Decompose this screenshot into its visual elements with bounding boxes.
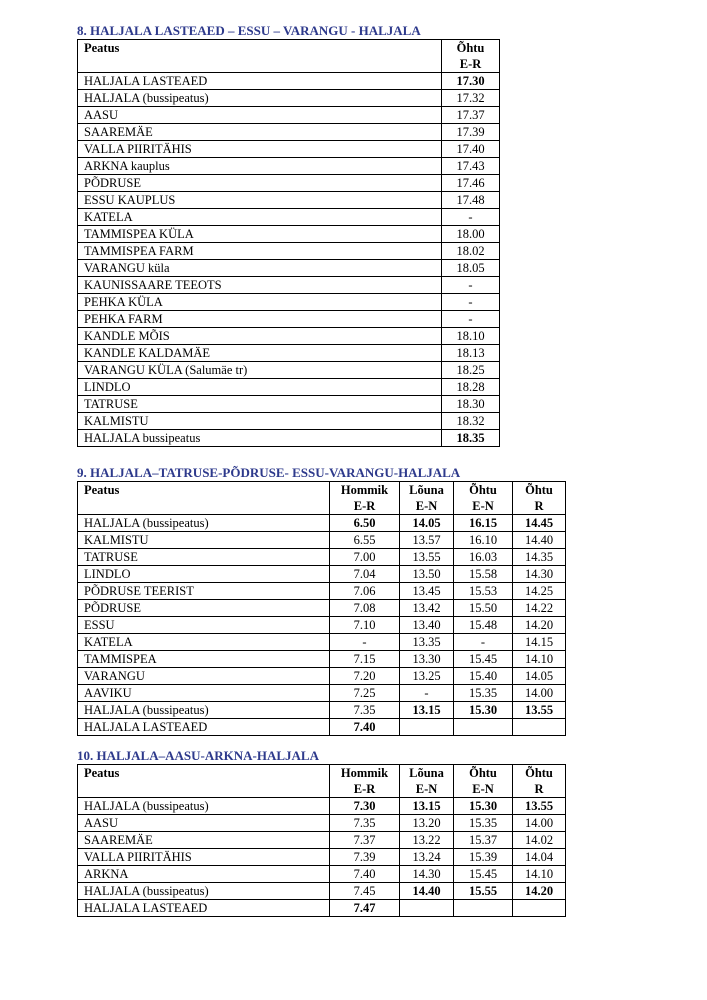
stop-name: SAAREMÄE bbox=[78, 832, 330, 849]
departure-time: 17.43 bbox=[442, 158, 500, 175]
departure-time: 6.50 bbox=[330, 515, 400, 532]
header-row bbox=[78, 40, 500, 73]
table-row bbox=[78, 719, 566, 736]
departure-time: 15.48 bbox=[454, 617, 513, 634]
departure-time: 14.15 bbox=[513, 634, 566, 651]
departure-time: 17.48 bbox=[442, 192, 500, 209]
departure-time: 15.45 bbox=[454, 866, 513, 883]
departure-time: 15.35 bbox=[454, 815, 513, 832]
column-header-midday bbox=[400, 765, 454, 798]
header-row bbox=[78, 765, 566, 798]
departure-time: 18.05 bbox=[442, 260, 500, 277]
table-row bbox=[78, 515, 566, 532]
departure-time: 7.10 bbox=[330, 617, 400, 634]
departure-time: 17.46 bbox=[442, 175, 500, 192]
stop-name: LINDLO bbox=[78, 566, 330, 583]
departure-time: - bbox=[442, 277, 500, 294]
stop-name: HALJALA LASTEAED bbox=[78, 900, 330, 917]
departure-time: 14.05 bbox=[400, 515, 454, 532]
departure-time: 18.25 bbox=[442, 362, 500, 379]
departure-time: 15.35 bbox=[454, 685, 513, 702]
table-row bbox=[78, 141, 500, 158]
table-row bbox=[78, 396, 500, 413]
departure-time: - bbox=[442, 294, 500, 311]
table-row bbox=[78, 311, 500, 328]
departure-time: 13.24 bbox=[400, 849, 454, 866]
departure-time: 7.37 bbox=[330, 832, 400, 849]
stop-name: ESSU KAUPLUS bbox=[78, 192, 442, 209]
column-period: Õhtu bbox=[469, 483, 497, 497]
table-row bbox=[78, 849, 566, 866]
column-days: E-N bbox=[415, 499, 438, 513]
stop-name: PEHKA KÜLA bbox=[78, 294, 442, 311]
stop-column-header: Peatus bbox=[78, 765, 330, 798]
stop-name: KANDLE KALDAMÄE bbox=[78, 345, 442, 362]
table-row bbox=[78, 583, 566, 600]
timetable bbox=[77, 764, 566, 917]
departure-time: 16.10 bbox=[454, 532, 513, 549]
stop-name: TATRUSE bbox=[78, 549, 330, 566]
stop-name: KAUNISSAARE TEEOTS bbox=[78, 277, 442, 294]
departure-time: 14.10 bbox=[513, 651, 566, 668]
table-row bbox=[78, 883, 566, 900]
departure-time: 13.22 bbox=[400, 832, 454, 849]
departure-time: 7.25 bbox=[330, 685, 400, 702]
departure-time: 18.35 bbox=[442, 430, 500, 447]
stop-column-header: Peatus bbox=[78, 482, 330, 515]
departure-time: 14.20 bbox=[513, 617, 566, 634]
departure-time: 7.15 bbox=[330, 651, 400, 668]
stop-name: LINDLO bbox=[78, 379, 442, 396]
table-row bbox=[78, 600, 566, 617]
stop-name: VARANGU küla bbox=[78, 260, 442, 277]
departure-time: 14.00 bbox=[513, 685, 566, 702]
departure-time: 15.58 bbox=[454, 566, 513, 583]
departure-time: 15.30 bbox=[454, 798, 513, 815]
table-row bbox=[78, 566, 566, 583]
table-row bbox=[78, 379, 500, 396]
table-row bbox=[78, 107, 500, 124]
stop-name: TATRUSE bbox=[78, 396, 442, 413]
table-row bbox=[78, 549, 566, 566]
departure-time: 14.00 bbox=[513, 815, 566, 832]
section-title: 10. HALJALA–AASU-ARKNA-HALJALA bbox=[77, 748, 319, 763]
departure-time: 13.20 bbox=[400, 815, 454, 832]
stop-name: AASU bbox=[78, 815, 330, 832]
departure-time: 18.28 bbox=[442, 379, 500, 396]
departure-time: 15.53 bbox=[454, 583, 513, 600]
column-header-evening-fri bbox=[513, 765, 566, 798]
stop-name: ARKNA kauplus bbox=[78, 158, 442, 175]
departure-time: 15.45 bbox=[454, 651, 513, 668]
table-row bbox=[78, 866, 566, 883]
departure-time: 16.03 bbox=[454, 549, 513, 566]
departure-time: 13.15 bbox=[400, 798, 454, 815]
column-header-evening bbox=[442, 40, 500, 73]
departure-time: 15.40 bbox=[454, 668, 513, 685]
table-row bbox=[78, 209, 500, 226]
column-period: Hommik bbox=[340, 766, 389, 780]
column-days: E-R bbox=[459, 57, 482, 71]
departure-time: 14.25 bbox=[513, 583, 566, 600]
column-period: Õhtu bbox=[525, 483, 553, 497]
table-row bbox=[78, 260, 500, 277]
stop-name: HALJALA (bussipeatus) bbox=[78, 798, 330, 815]
stop-name: KANDLE MÕIS bbox=[78, 328, 442, 345]
departure-time: 7.30 bbox=[330, 798, 400, 815]
departure-time: 14.45 bbox=[513, 515, 566, 532]
table-row bbox=[78, 815, 566, 832]
stop-name: PÕDRUSE bbox=[78, 175, 442, 192]
departure-time: 13.55 bbox=[513, 798, 566, 815]
departure-time: 14.35 bbox=[513, 549, 566, 566]
departure-time: 14.22 bbox=[513, 600, 566, 617]
departure-time: - bbox=[442, 311, 500, 328]
column-days: R bbox=[534, 782, 544, 796]
departure-time: 7.08 bbox=[330, 600, 400, 617]
departure-time: 13.55 bbox=[513, 702, 566, 719]
timetable-section-9 bbox=[77, 465, 566, 736]
stop-name: TAMMISPEA FARM bbox=[78, 243, 442, 260]
departure-time: 18.13 bbox=[442, 345, 500, 362]
departure-time: 15.50 bbox=[454, 600, 513, 617]
stop-name: SAAREMÄE bbox=[78, 124, 442, 141]
column-header-morning bbox=[330, 482, 400, 515]
column-days: E-R bbox=[353, 499, 376, 513]
departure-time: 13.15 bbox=[400, 702, 454, 719]
table-row bbox=[78, 430, 500, 447]
table-row bbox=[78, 668, 566, 685]
departure-time: 7.40 bbox=[330, 719, 400, 736]
table-row bbox=[78, 685, 566, 702]
departure-time: 13.50 bbox=[400, 566, 454, 583]
table-row bbox=[78, 702, 566, 719]
table-row bbox=[78, 634, 566, 651]
departure-time: 13.42 bbox=[400, 600, 454, 617]
stop-name: AAVIKU bbox=[78, 685, 330, 702]
departure-time: - bbox=[442, 209, 500, 226]
stop-name: HALJALA bussipeatus bbox=[78, 430, 442, 447]
stop-name: VARANGU bbox=[78, 668, 330, 685]
departure-time: 15.39 bbox=[454, 849, 513, 866]
stop-name: AASU bbox=[78, 107, 442, 124]
departure-time: - bbox=[400, 685, 454, 702]
table-row bbox=[78, 175, 500, 192]
departure-time: 14.30 bbox=[400, 866, 454, 883]
table-row bbox=[78, 158, 500, 175]
departure-time bbox=[400, 719, 454, 736]
stop-name: HALJALA LASTEAED bbox=[78, 719, 330, 736]
table-row bbox=[78, 277, 500, 294]
table-row bbox=[78, 328, 500, 345]
departure-time: 14.30 bbox=[513, 566, 566, 583]
departure-time: 13.25 bbox=[400, 668, 454, 685]
table-row bbox=[78, 832, 566, 849]
table-row bbox=[78, 651, 566, 668]
table-row bbox=[78, 226, 500, 243]
departure-time: 17.40 bbox=[442, 141, 500, 158]
timetable bbox=[77, 481, 566, 736]
stop-name: PEHKA FARM bbox=[78, 311, 442, 328]
section-title: 8. HALJALA LASTEAED – ESSU – VARANGU - HALJALA bbox=[77, 23, 421, 38]
stop-name: KATELA bbox=[78, 209, 442, 226]
column-period: Õhtu bbox=[469, 766, 497, 780]
timetable-section-8 bbox=[77, 23, 500, 447]
stop-name: ARKNA bbox=[78, 866, 330, 883]
departure-time: 7.47 bbox=[330, 900, 400, 917]
stop-column-header: Peatus bbox=[78, 40, 442, 73]
departure-time: 14.02 bbox=[513, 832, 566, 849]
departure-time: 17.37 bbox=[442, 107, 500, 124]
departure-time: 15.55 bbox=[454, 883, 513, 900]
departure-time: 7.20 bbox=[330, 668, 400, 685]
departure-time: 14.05 bbox=[513, 668, 566, 685]
stop-name: KALMISTU bbox=[78, 413, 442, 430]
stop-name: HALJALA (bussipeatus) bbox=[78, 90, 442, 107]
table-row bbox=[78, 362, 500, 379]
departure-time bbox=[454, 900, 513, 917]
column-header-evening bbox=[454, 482, 513, 515]
stop-name: HALJALA LASTEAED bbox=[78, 73, 442, 90]
departure-time: 7.39 bbox=[330, 849, 400, 866]
column-period: Lõuna bbox=[409, 483, 444, 497]
departure-time: 13.35 bbox=[400, 634, 454, 651]
departure-time: 6.55 bbox=[330, 532, 400, 549]
stop-name: HALJALA (bussipeatus) bbox=[78, 702, 330, 719]
departure-time: 18.30 bbox=[442, 396, 500, 413]
column-period: Õhtu bbox=[525, 766, 553, 780]
table-row bbox=[78, 73, 500, 90]
departure-time: 14.40 bbox=[513, 532, 566, 549]
departure-time: 13.30 bbox=[400, 651, 454, 668]
departure-time bbox=[513, 719, 566, 736]
stop-name: PÕDRUSE TEERIST bbox=[78, 583, 330, 600]
departure-time: 17.30 bbox=[442, 73, 500, 90]
table-row bbox=[78, 192, 500, 209]
stop-name: TAMMISPEA bbox=[78, 651, 330, 668]
stop-name: ESSU bbox=[78, 617, 330, 634]
stop-name: KATELA bbox=[78, 634, 330, 651]
departure-time: 18.32 bbox=[442, 413, 500, 430]
table-row bbox=[78, 617, 566, 634]
departure-time: 7.45 bbox=[330, 883, 400, 900]
departure-time: 17.39 bbox=[442, 124, 500, 141]
departure-time: 13.45 bbox=[400, 583, 454, 600]
departure-time: 14.20 bbox=[513, 883, 566, 900]
column-period: Hommik bbox=[340, 483, 389, 497]
column-days: E-N bbox=[415, 782, 438, 796]
departure-time: 14.10 bbox=[513, 866, 566, 883]
departure-time: 15.37 bbox=[454, 832, 513, 849]
table-row bbox=[78, 90, 500, 107]
departure-time: 18.10 bbox=[442, 328, 500, 345]
column-period: Lõuna bbox=[409, 766, 444, 780]
column-days: E-N bbox=[472, 499, 494, 513]
column-header-evening-fri bbox=[513, 482, 566, 515]
table-row bbox=[78, 413, 500, 430]
departure-time: 16.15 bbox=[454, 515, 513, 532]
table-row bbox=[78, 798, 566, 815]
table-row bbox=[78, 124, 500, 141]
departure-time: 7.35 bbox=[330, 702, 400, 719]
column-header-evening bbox=[454, 765, 513, 798]
departure-time bbox=[454, 719, 513, 736]
departure-time: 14.04 bbox=[513, 849, 566, 866]
table-row bbox=[78, 532, 566, 549]
table-row bbox=[78, 900, 566, 917]
stop-name: VALLA PIIRITÄHIS bbox=[78, 849, 330, 866]
column-period: Õhtu bbox=[456, 41, 485, 55]
stop-name: HALJALA (bussipeatus) bbox=[78, 883, 330, 900]
stop-name: HALJALA (bussipeatus) bbox=[78, 515, 330, 532]
column-header-morning bbox=[330, 765, 400, 798]
column-header-midday bbox=[400, 482, 454, 515]
column-days: E-R bbox=[353, 782, 376, 796]
departure-time bbox=[513, 900, 566, 917]
table-row bbox=[78, 294, 500, 311]
departure-time: 7.06 bbox=[330, 583, 400, 600]
departure-time: 13.57 bbox=[400, 532, 454, 549]
stop-name: TAMMISPEA KÜLA bbox=[78, 226, 442, 243]
departure-time: - bbox=[330, 634, 400, 651]
stop-name: VALLA PIIRITÄHIS bbox=[78, 141, 442, 158]
table-row bbox=[78, 345, 500, 362]
timetable-section-10 bbox=[77, 748, 566, 917]
departure-time: - bbox=[454, 634, 513, 651]
column-days: E-N bbox=[472, 782, 494, 796]
departure-time: 15.30 bbox=[454, 702, 513, 719]
departure-time: 7.35 bbox=[330, 815, 400, 832]
departure-time: 18.00 bbox=[442, 226, 500, 243]
departure-time: 7.00 bbox=[330, 549, 400, 566]
departure-time: 14.40 bbox=[400, 883, 454, 900]
stop-name: PÕDRUSE bbox=[78, 600, 330, 617]
departure-time: 17.32 bbox=[442, 90, 500, 107]
departure-time: 13.40 bbox=[400, 617, 454, 634]
departure-time: 18.02 bbox=[442, 243, 500, 260]
departure-time: 7.04 bbox=[330, 566, 400, 583]
stop-name: VARANGU KÜLA (Salumäe tr) bbox=[78, 362, 442, 379]
column-days: R bbox=[534, 499, 544, 513]
departure-time: 13.55 bbox=[400, 549, 454, 566]
timetable bbox=[77, 39, 500, 447]
table-row bbox=[78, 243, 500, 260]
departure-time: 7.40 bbox=[330, 866, 400, 883]
departure-time bbox=[400, 900, 454, 917]
section-title: 9. HALJALA–TATRUSE-PÕDRUSE- ESSU-VARANGU-HALJALA bbox=[77, 465, 461, 480]
stop-name: KALMISTU bbox=[78, 532, 330, 549]
header-row bbox=[78, 482, 566, 515]
